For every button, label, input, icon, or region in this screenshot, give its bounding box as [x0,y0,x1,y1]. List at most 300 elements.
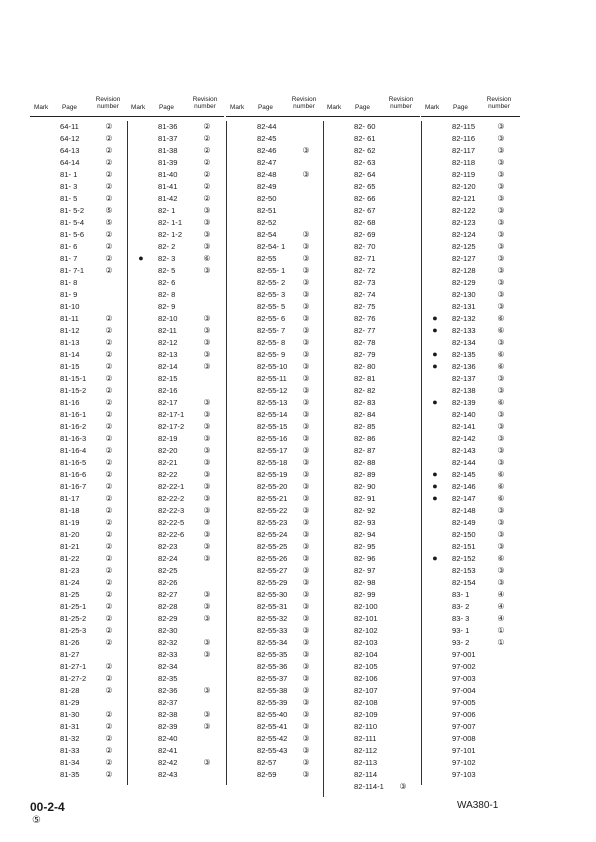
table-row [324,673,421,685]
page-ref: 82-17 [158,398,178,407]
table-row [128,529,225,541]
revision-number: ⑥ [203,254,211,263]
revision-number: ② [105,182,113,191]
page-ref: 97-101 [452,746,476,755]
page-ref: 82- 83 [354,398,376,407]
table-row [227,229,324,241]
table-row [128,313,225,325]
table-row [30,469,127,481]
page-ref: 64-12 [60,134,80,143]
table-row [422,457,519,469]
page-ref: 82-55-14 [257,410,288,419]
page-ref: 82-132 [452,314,476,323]
page-ref: 82-34 [158,662,178,671]
table-row [30,349,127,361]
table-row [30,301,127,313]
table-row [227,649,324,661]
table-row [227,169,324,181]
page-ref: 82-52 [257,218,277,227]
page-ref: 82-22-6 [158,530,185,539]
revision-number: ③ [497,170,505,179]
page-ref: 82-54 [257,230,277,239]
page-ref: 82-55-26 [257,554,288,563]
revision-number: ③ [497,158,505,167]
table-row [324,781,421,793]
table-row [324,469,421,481]
page-ref: 82-42 [158,758,178,767]
table-row [324,697,421,709]
table-row [324,613,421,625]
revision-number: ③ [203,362,211,371]
page-ref: 81-31 [60,722,80,731]
change-mark: ● [432,349,438,359]
table-row [30,409,127,421]
table-row [30,517,127,529]
revision-number: ③ [302,290,310,299]
page-ref: 81-17 [60,494,80,503]
revision-number: ② [105,194,113,203]
page-ref: 82-55-39 [257,698,288,707]
page-ref: 82- 96 [354,554,376,563]
page-ref: 81- 6 [60,242,78,251]
page-ref: 82-13 [158,350,178,359]
page-ref: 82-55-22 [257,506,288,515]
header-mark: Mark [425,104,440,111]
revision-number: ② [105,638,113,647]
revision-number: ③ [203,338,211,347]
page-ref: 82-113 [354,758,378,767]
table-row [227,421,324,433]
page-ref: 82-59 [257,770,277,779]
page-ref: 82-111 [354,734,377,743]
table-row [324,265,421,277]
page-ref: 81-15 [60,362,80,371]
page-ref: 81-16-2 [60,422,87,431]
revision-number: ③ [203,242,211,251]
revision-number: ③ [302,590,310,599]
page-ref: 82- 64 [354,170,376,179]
table-row [227,457,324,469]
revision-number: ③ [203,638,211,647]
revision-number: ⑤ [105,206,113,215]
table-row [324,553,421,565]
table-row [227,397,324,409]
table-row [30,229,127,241]
page-ref: 82- 98 [354,578,376,587]
table-row [227,133,324,145]
page-ref: 82- 1-2 [158,230,183,239]
page-ref: 81-25-3 [60,626,87,635]
page-ref: 82-107 [354,686,378,695]
column-header-group [226,94,323,117]
page-ref: 82-152 [452,554,476,563]
table-row [324,121,421,133]
revision-number: ③ [302,506,310,515]
table-row [324,301,421,313]
page-ref: 82-55-42 [257,734,288,743]
table-row [227,253,324,265]
header-page: Page [355,104,370,111]
page-ref: 82-127 [452,254,476,263]
table-row [128,613,225,625]
table-row [422,361,519,373]
table-row [30,481,127,493]
table-row [30,277,127,289]
page-ref: 82- 79 [354,350,376,359]
table-row [30,637,127,649]
table-row [30,205,127,217]
revision-number: ③ [302,770,310,779]
table-row [128,385,225,397]
table-row [422,313,519,325]
page-ref: 81-26 [60,638,80,647]
table-row [227,157,324,169]
table-row [227,301,324,313]
revision-number: ③ [302,470,310,479]
revision-number: ③ [302,362,310,371]
table-row [128,589,225,601]
table-row [30,565,127,577]
table-row [324,733,421,745]
table-row [128,565,225,577]
table-row [324,409,421,421]
table-row [128,445,225,457]
page-ref: 82-141 [452,422,476,431]
page-ref: 82-55- 6 [257,314,286,323]
table-row [128,721,225,733]
table-row [30,577,127,589]
page-ref: 82-144 [452,458,476,467]
table-row [227,289,324,301]
table-row [30,673,127,685]
page-ref: 81-30 [60,710,80,719]
table-row [128,733,225,745]
page-ref: 82-33 [158,650,178,659]
revision-number: ② [105,134,113,143]
table-row [227,265,324,277]
table-row [324,541,421,553]
table-row [422,121,519,133]
revision-number: ③ [302,722,310,731]
table-row [30,337,127,349]
table-row [227,493,324,505]
revision-number: ② [105,482,113,491]
table-row [30,649,127,661]
table-row [227,313,324,325]
revision-number: ③ [203,398,211,407]
table-row [128,373,225,385]
revision-number: ② [105,350,113,359]
revision-number: ② [105,374,113,383]
revision-number: ⑥ [497,482,505,491]
page-ref: 82-55-15 [257,422,288,431]
table-row [324,373,421,385]
page-ref: 82-55-16 [257,434,288,443]
table-row [30,289,127,301]
page-ref: 82-55-21 [257,494,288,503]
revision-number: ③ [302,446,310,455]
page-ref: 82-55- 3 [257,290,286,299]
table-row [227,349,324,361]
page-ref: 81- 9 [60,290,78,299]
revision-number: ③ [203,506,211,515]
table-row [30,397,127,409]
page-ref: 93- 2 [452,638,470,647]
table-row [324,433,421,445]
revision-number: ③ [302,410,310,419]
page-ref: 82- 76 [354,314,376,323]
page-ref: 82- 94 [354,530,376,539]
table-row [30,493,127,505]
revision-number: ④ [497,590,505,599]
table-row [227,361,324,373]
page-ref: 82-148 [452,506,476,515]
table-row [422,181,519,193]
page-ref: 82-45 [257,134,277,143]
page-ref: 82-55-11 [257,374,287,383]
table-column [30,121,127,785]
page-ref: 81-36 [158,122,178,131]
revision-number: ③ [302,650,310,659]
table-row [422,733,519,745]
page-ref: 82- 1 [158,206,176,215]
header-page: Page [453,104,468,111]
page-ref: 82- 95 [354,542,376,551]
revision-number: ② [105,398,113,407]
revision-number: ③ [203,206,211,215]
revision-number: ② [105,710,113,719]
table-row [227,481,324,493]
table-row [30,553,127,565]
page-ref: 82- 72 [354,266,376,275]
page-ref: 82-138 [452,386,476,395]
page-ref: 82- 88 [354,458,376,467]
revision-number: ② [105,626,113,635]
page-ref: 81-14 [60,350,80,359]
page-ref: 81- 3 [60,182,78,191]
page-ref: 82- 74 [354,290,376,299]
table-row [422,649,519,661]
page-ref: 82-36 [158,686,178,695]
page-ref: 82- 84 [354,410,376,419]
revision-number: ③ [203,470,211,479]
page-ref: 82-55-31 [257,602,288,611]
page-ref: 82-27 [158,590,178,599]
page-ref: 82-22-3 [158,506,185,515]
table-row [422,289,519,301]
table-row [324,637,421,649]
page-ref: 81-16-1 [60,410,87,419]
table-row [422,385,519,397]
table-row [128,697,225,709]
revision-number: ③ [497,218,505,227]
table-row [30,529,127,541]
table-row [128,217,225,229]
revision-number: ③ [302,746,310,755]
page-ref: 82-119 [452,170,476,179]
revision-number: ③ [203,482,211,491]
revision-number: ② [203,170,211,179]
header-mark: Mark [230,104,245,111]
page-ref: 82-140 [452,410,476,419]
page-ref: 82- 78 [354,338,376,347]
header-revision: Revision number [291,96,317,110]
page-ref: 97-002 [452,662,476,671]
table-row [324,205,421,217]
table-row [128,421,225,433]
revision-number: ② [105,254,113,263]
table-row [227,721,324,733]
revision-number: ② [105,722,113,731]
table-row [324,661,421,673]
page-ref: 64-14 [60,158,80,167]
revision-number: ② [105,326,113,335]
table-row [324,505,421,517]
table-row [324,445,421,457]
page-ref: 81-16-5 [60,458,87,467]
page-ref: 82-17-2 [158,422,185,431]
table-row [128,277,225,289]
revision-number: ③ [203,314,211,323]
page-ref: 82-114-1 [354,782,384,791]
page-ref: 82-149 [452,518,476,527]
page-ref: 82- 70 [354,242,376,251]
table-row [324,589,421,601]
page-ref: 82-16 [158,386,178,395]
page-ref: 82-104 [354,650,378,659]
table-row [227,517,324,529]
page-ref: 82-28 [158,602,178,611]
table-row [227,205,324,217]
revision-number: ③ [302,338,310,347]
table-row [422,133,519,145]
page-ref: 82-102 [354,626,378,635]
revision-number: ③ [302,434,310,443]
page-ref: 82-145 [452,470,476,479]
page-ref: 82-55-18 [257,458,288,467]
page-ref: 82- 8 [158,290,176,299]
page-ref: 82-30 [158,626,178,635]
table-row [324,133,421,145]
table-row [324,745,421,757]
table-row [30,253,127,265]
revision-number: ① [497,638,505,647]
table-row [422,265,519,277]
page-ref: 81-27-1 [60,662,87,671]
revision-number: ③ [302,674,310,683]
table-row [227,181,324,193]
page-ref: 82-10 [158,314,178,323]
revision-number: ③ [203,542,211,551]
page-ref: 81-28 [60,686,80,695]
page-ref: 82- 66 [354,194,376,203]
revision-number: ③ [203,614,211,623]
revision-number: ③ [302,662,310,671]
table-row [128,469,225,481]
table-row [227,337,324,349]
revision-number: ② [105,506,113,515]
table-row [422,613,519,625]
page-ref: 82-21 [158,458,178,467]
table-row [422,493,519,505]
table-row [128,169,225,181]
table-row [422,673,519,685]
revision-number: ③ [302,314,310,323]
page-ref: 81-27 [60,650,80,659]
page-ref: 82-106 [354,674,378,683]
page-ref: 82-103 [354,638,378,647]
page-ref: 81- 8 [60,278,78,287]
page-ref: 82-25 [158,566,178,575]
page-ref: 81-16-4 [60,446,87,455]
page-ref: 82-109 [354,710,378,719]
page-ref: 82-15 [158,374,178,383]
page-ref: 82-135 [452,350,476,359]
table-row [128,493,225,505]
page-ref: 97-006 [452,710,476,719]
revision-number: ③ [203,230,211,239]
table-row [422,301,519,313]
page-ref: 97-003 [452,674,476,683]
revision-number: ③ [203,218,211,227]
table-row [128,181,225,193]
revision-number: ② [105,518,113,527]
table-row [324,217,421,229]
page-ref: 82- 62 [354,146,376,155]
revision-number: ③ [497,122,505,131]
table-row [324,577,421,589]
revision-number: ② [203,158,211,167]
revision-number: ② [105,314,113,323]
revision-number: ③ [302,254,310,263]
page-ref: 82-41 [158,746,178,755]
page-ref: 82-55 [257,254,277,263]
change-mark: ● [432,553,438,563]
revision-number: ② [105,578,113,587]
change-mark: ● [432,325,438,335]
revision-number: ③ [203,422,211,431]
page-ref: 82-55-25 [257,542,288,551]
header-revision: Revision number [192,96,218,110]
table-row [324,289,421,301]
revision-number: ③ [497,194,505,203]
table-row [30,733,127,745]
table-row [422,505,519,517]
table-row [30,769,127,781]
table-row [128,325,225,337]
page-ref: 93- 1 [452,626,470,635]
page-ref: 81-15-1 [60,374,87,383]
revision-number: ③ [302,374,310,383]
table-row [422,541,519,553]
revision-number: ③ [203,722,211,731]
table-row [422,745,519,757]
table-row [227,745,324,757]
page-ref: 82-130 [452,290,476,299]
page-ref: 81-34 [60,758,80,767]
revision-number: ③ [497,290,505,299]
page-ref: 82-26 [158,578,178,587]
header-page: Page [159,104,174,111]
header-page: Page [62,104,77,111]
table-row [30,625,127,637]
revision-number: ② [105,530,113,539]
revision-number: ③ [203,686,211,695]
table-row [227,589,324,601]
revision-number: ③ [302,494,310,503]
page-ref: 82-150 [452,530,476,539]
page-ref: 82-44 [257,122,277,131]
